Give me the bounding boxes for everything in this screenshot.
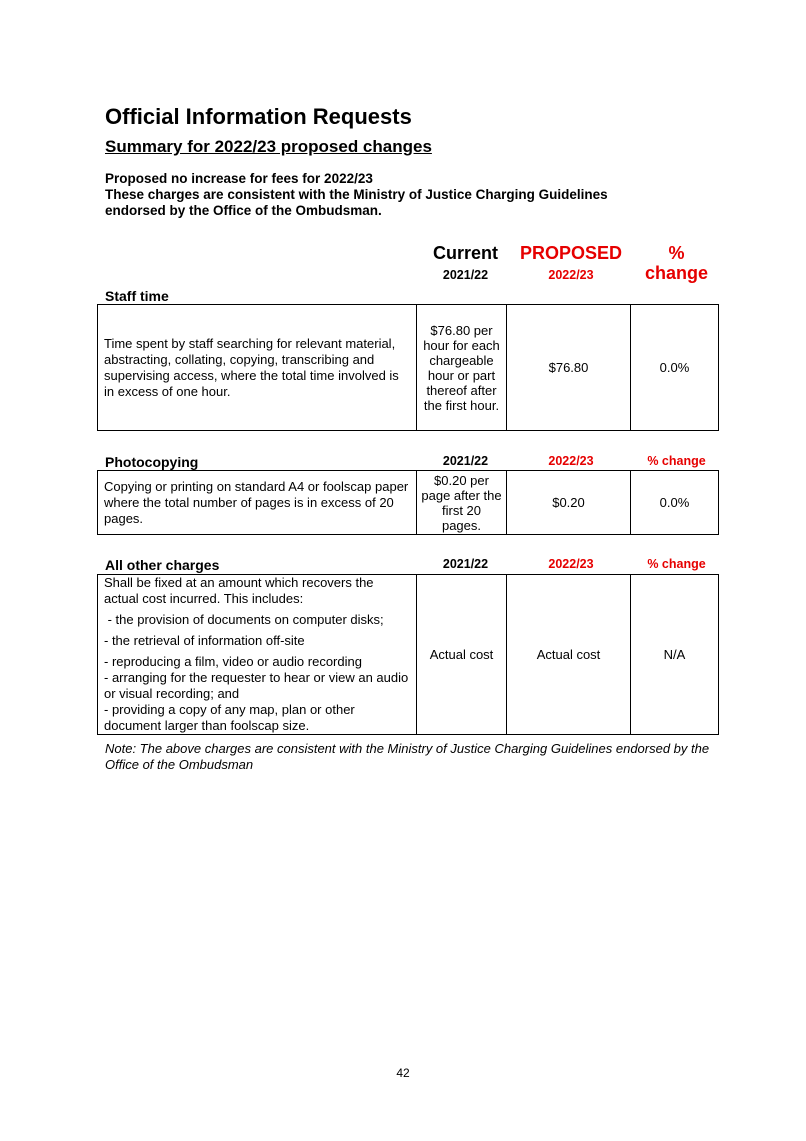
photocopying-col-proposed: 2022/23 xyxy=(548,454,594,468)
other-charges-table xyxy=(97,574,719,735)
photocopying-col-current: 2021/22 xyxy=(442,454,489,468)
page-subtitle: Summary for 2022/23 proposed changes xyxy=(105,137,432,156)
photocopying-change: 0.0% xyxy=(631,471,719,535)
staff-time-current: $76.80 per hour for each chargeable hour or part thereof after the first hour. xyxy=(417,305,507,431)
other-desc-item-2: - the retrieval of information off-site xyxy=(104,633,305,648)
intro-text xyxy=(105,171,705,219)
table-row xyxy=(98,305,719,431)
other-current: Actual cost xyxy=(417,575,507,735)
header-change: change xyxy=(644,263,709,283)
intro-line-3: endorsed by the Office of the Ombudsman. xyxy=(105,203,382,218)
footnote: Note: The above charges are consistent with the Ministry of Justice Charging Guidelines endorsed by the Office of the Ombudsman xyxy=(105,741,710,772)
table-row xyxy=(98,575,719,735)
header-pct: % xyxy=(668,243,685,263)
staff-time-table xyxy=(97,304,719,431)
photocopying-label: Photocopying xyxy=(105,454,199,470)
header-current: Current xyxy=(432,243,498,263)
photocopying-current: $0.20 per page after the first 20 pages. xyxy=(417,471,507,535)
other-charges-label: All other charges xyxy=(105,557,220,573)
staff-time-change: 0.0% xyxy=(631,305,719,431)
photocopying-proposed: $0.20 xyxy=(507,471,631,535)
other-desc-item-1: - the provision of documents on computer disks; xyxy=(104,612,384,627)
other-change: N/A xyxy=(631,575,719,735)
other-desc-item-5: - providing a copy of any map, plan or other document larger than foolscap size. xyxy=(104,702,355,733)
other-description xyxy=(98,575,417,735)
intro-line-2: These charges are consistent with the Ministry of Justice Charging Guidelines xyxy=(105,187,608,202)
intro-line-1: Proposed no increase for fees for 2022/23 xyxy=(105,171,373,186)
table-row xyxy=(98,471,719,535)
other-col-change: % change xyxy=(647,557,706,571)
other-desc-item-4: - arranging for the requester to hear or view an audio or visual recording; and xyxy=(104,670,409,701)
header-current-year: 2021/22 xyxy=(442,268,489,282)
header-proposed: PROPOSED xyxy=(519,243,623,263)
page-title: Official Information Requests xyxy=(105,104,412,129)
other-desc-intro: Shall be fixed at an amount which recovers the actual cost incurred. This includes: xyxy=(104,575,374,606)
header-proposed-year: 2022/23 xyxy=(548,268,594,282)
staff-time-description: Time spent by staff searching for relevant material, abstracting, collating, copying, transcribing and supervising access, where the total time involved is in excess of one hour. xyxy=(98,305,417,431)
other-col-proposed: 2022/23 xyxy=(548,557,594,571)
other-desc-item-3: - reproducing a film, video or audio recording xyxy=(104,654,362,669)
photocopying-description: Copying or printing on standard A4 or foolscap paper where the total number of pages is in excess of 20 pages. xyxy=(98,471,417,535)
photocopying-table xyxy=(97,470,719,535)
page-number: 42 xyxy=(396,1066,410,1080)
photocopying-col-change: % change xyxy=(647,454,706,468)
other-col-current: 2021/22 xyxy=(442,557,489,571)
other-proposed: Actual cost xyxy=(507,575,631,735)
staff-time-proposed: $76.80 xyxy=(507,305,631,431)
staff-time-label: Staff time xyxy=(105,288,169,304)
